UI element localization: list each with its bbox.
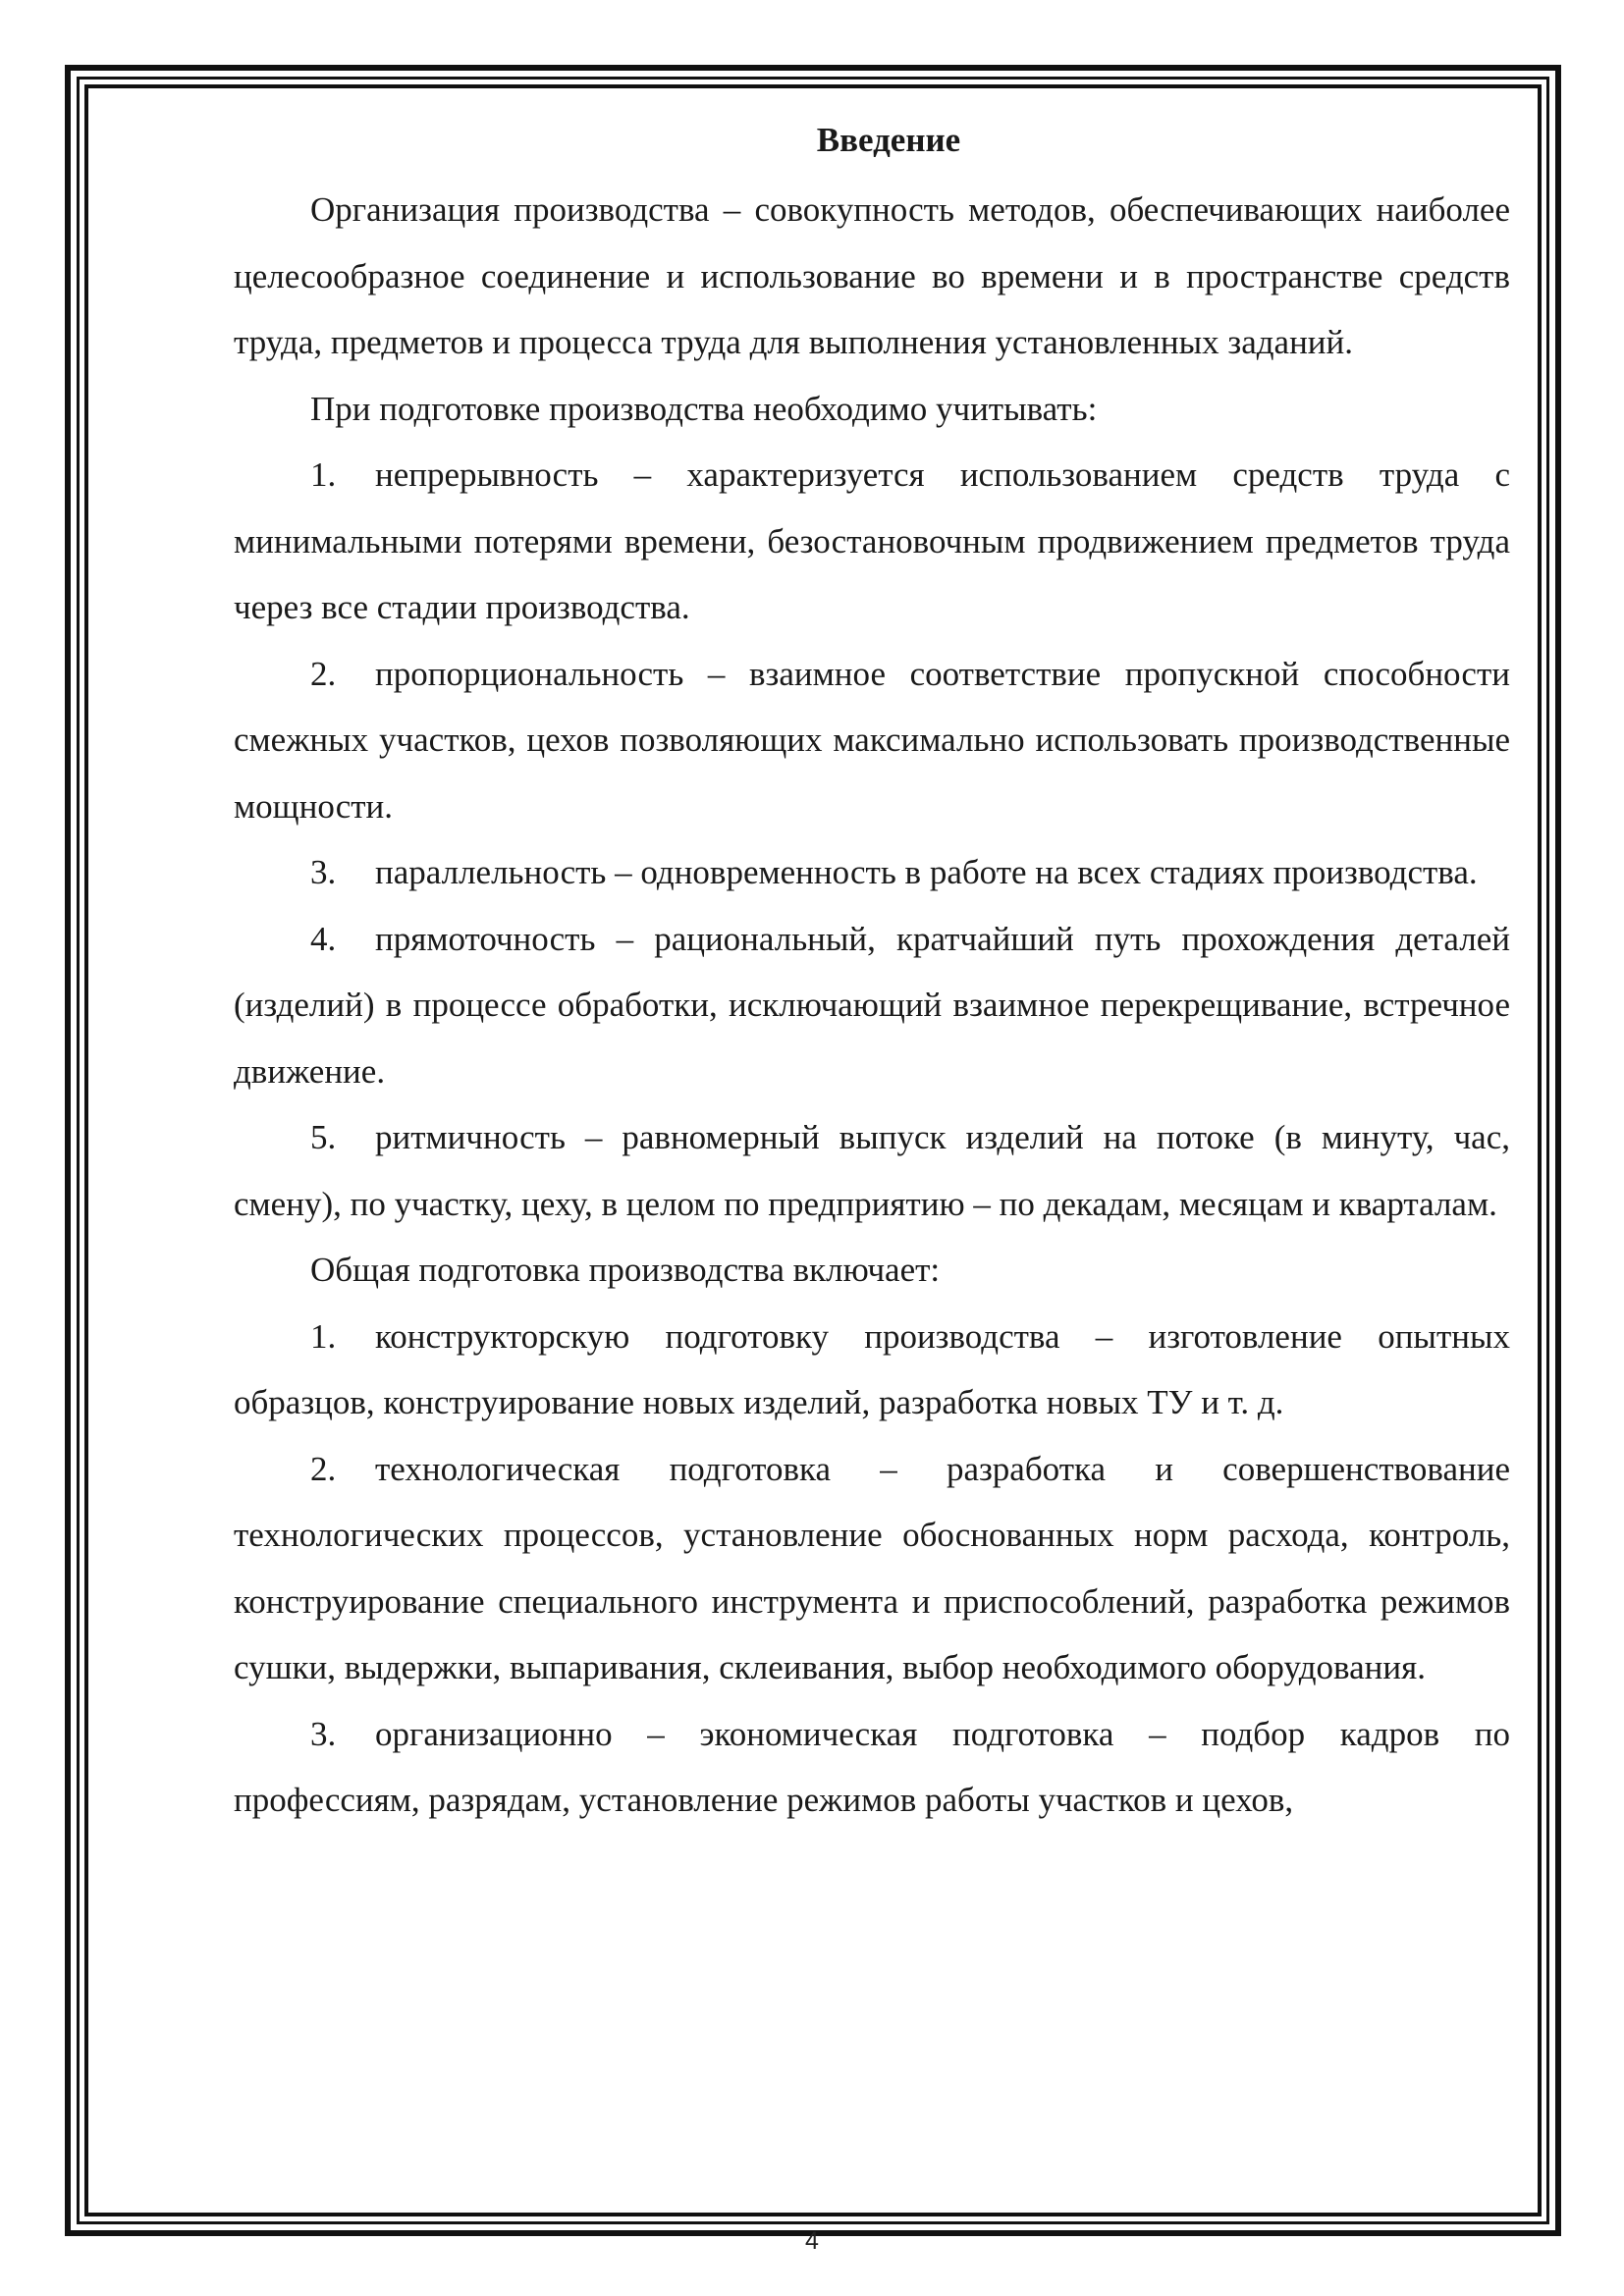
- list-item-text: ритмичность – равномерный выпуск изделий на потоке (в минуту, час, смену), по участку, цеху, в целом по предприятию – по декадам, месяцам и кварталам.: [234, 1118, 1510, 1223]
- list-item-proportionality: [234, 641, 1510, 840]
- list-item-economic-preparation: [234, 1701, 1510, 1834]
- list-item-number: 1.: [310, 1316, 337, 1356]
- document-body: [234, 116, 1510, 1834]
- list-item-text: прямоточность – рациональный, кратчайший путь прохождения деталей (изделий) в процессе обработки, исключающий взаимное перекрещивание, встречное движение.: [234, 919, 1510, 1091]
- paragraph-preparation-heading: [234, 1237, 1510, 1304]
- list-item-number: 3.: [310, 1714, 337, 1753]
- list-item-number: 5.: [310, 1118, 337, 1156]
- paragraph-text: При подготовке производства необходимо учитывать:: [310, 389, 1098, 428]
- paragraph-text: Организация производства – совокупность методов, обеспечивающих наиболее целесообразное соединение и использование во времени и в пространстве средств труда, предметов и процесса труда для выполнения установленных заданий.: [234, 190, 1510, 361]
- list-item-number: 4.: [310, 919, 337, 958]
- list-item-number: 2.: [310, 654, 337, 693]
- list-item-directness: [234, 906, 1510, 1105]
- list-item-parallelism: [234, 839, 1510, 906]
- list-item-text: конструкторскую подготовку производства – изготовление опытных образцов, конструирование новых изделий, разработка новых ТУ и т. д.: [234, 1316, 1510, 1421]
- list-item-text: параллельность – одновременность в работе на всех стадиях производства.: [375, 853, 1478, 891]
- page-number: 4: [805, 2227, 819, 2255]
- list-item-text: пропорциональность – взаимное соответствие пропускной способности смежных участков, цехов позволяющих максимально использовать производственные мощности.: [234, 654, 1510, 826]
- document-title: Введение: [816, 121, 961, 159]
- paragraph-principles-heading: [234, 376, 1510, 443]
- list-item-number: 2.: [310, 1449, 337, 1488]
- list-item-technological-preparation: [234, 1436, 1510, 1701]
- paragraph-intro: [234, 177, 1510, 376]
- list-item-continuity: [234, 442, 1510, 641]
- list-item-rhythm: [234, 1104, 1510, 1237]
- list-item-design-preparation: [234, 1304, 1510, 1436]
- list-item-number: 1.: [310, 455, 337, 494]
- list-item-number: 3.: [310, 853, 337, 891]
- paragraph-text: Общая подготовка производства включает:: [310, 1251, 941, 1289]
- list-item-text: организационно – экономическая подготовка – подбор кадров по профессиям, разрядам, установление режимов работы участков и цехов,: [234, 1714, 1510, 1819]
- list-item-text: технологическая подготовка – разработка и совершенствование технологических процессов, установление обоснованных норм расхода, контроль, конструирование специального инструмента и приспособлений, разработка режимов сушки, выдержки, выпаривания, склеивания, выбор необходимого оборудования.: [234, 1449, 1510, 1686]
- list-item-text: непрерывность – характеризуется использованием средств труда с минимальными потерями времени, безостановочным продвижением предметов труда через все стадии производства.: [234, 455, 1510, 626]
